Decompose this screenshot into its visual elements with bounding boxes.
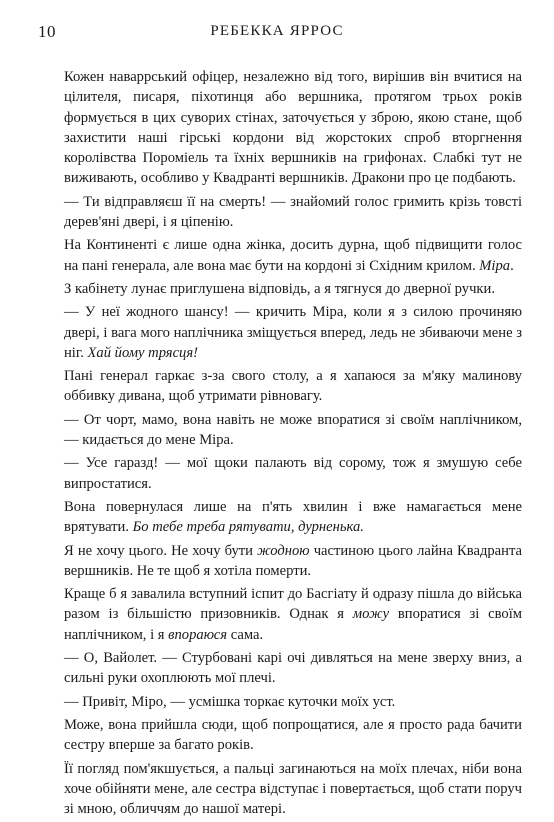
paragraph	[64, 541, 522, 582]
text-run: Її погляд пом'якшується, а пальці загинаються на моїх плечах, ніби вона хоче обійняти мене, але сестра відступає і повертається, щоб стати поруч зі мною, обличчям до нашої матері.	[64, 760, 522, 818]
paragraph	[64, 584, 522, 645]
italic-text: можу	[352, 606, 390, 623]
text-run: З кабінету лунає приглушена відповідь, а я тягнуся до дверної ручки.	[64, 280, 495, 297]
text-run: Я не хочу цього. Не хочу бути	[64, 542, 258, 559]
paragraph	[64, 410, 522, 451]
text-run: Кожен наваррський офіцер, незалежно від того, вирішив він вчитися на цілителя, писаря, піхотинця або вершника, протягом трьох років формується в цих суворих стінах, заточується у зброю, якою стане, щоб захистити наші гірські кордони від жорстоких спроб вторгнення королівства Пороміель та їхніх вершників на грифонах. Слабкі тут не виживають, особливо у Квадранті вершників. Дракони про це подбають.	[64, 69, 522, 187]
text-run: сама.	[227, 626, 264, 643]
italic-text: Хай йому трясця!	[87, 344, 198, 361]
text-run: .	[510, 257, 514, 274]
text-run: Краще б я завалила вступний іспит до Басгіату й одразу пішла до війська разом із більшістю призовників. Однак я	[64, 586, 522, 623]
paragraph	[64, 67, 522, 189]
page-header	[38, 22, 516, 44]
paragraph	[64, 497, 522, 538]
paragraph	[64, 759, 522, 820]
text-run: — О, Вайолет. — Стурбовані карі очі дивляться на мене зверху вниз, а сильні руки охоплюють мої плечі.	[64, 650, 522, 687]
paragraph	[64, 279, 522, 299]
paragraph	[64, 366, 522, 407]
paragraph	[64, 648, 522, 689]
paragraph	[64, 302, 522, 363]
text-run: Вона повернулася лише на п'ять хвилин і вже намагається мене врятувати.	[64, 498, 522, 536]
text-run: — Привіт, Міро, — усмішка торкає куточки моїх уст.	[64, 693, 396, 710]
text-run: — Ти відправляєш її на смерть! — знайомий голос гримить крізь товсті дерев'яні двері, і я ціпенію.	[64, 193, 522, 231]
text-run: впоратися зі своїм наплічником, і я	[64, 606, 522, 643]
text-run: — Усе гаразд! — мої щоки палають від сорому, тож я змушую себе випростатися.	[64, 455, 522, 492]
italic-text: Міра	[479, 257, 511, 274]
text-run: частиною цього лайна Квадранта вершників. Не те щоб я хотіла померти.	[64, 542, 522, 579]
paragraph	[64, 715, 522, 756]
text-run: — От чорт, мамо, вона навіть не може впоратися зі своїм наплічником, — кидається до мене Міра.	[64, 411, 522, 449]
page-number: 10	[38, 22, 56, 41]
paragraph	[64, 192, 522, 233]
text-run: На Континенті є лише одна жінка, досить дурна, щоб підвищити голос на пані генерала, але вона має бути на кордоні зі Східним крилом.	[64, 237, 522, 274]
running-head-author: РЕБЕККА ЯРРОС	[210, 23, 344, 39]
italic-text: жодною	[257, 542, 310, 559]
text-run: Може, вона прийшла сюди, щоб попрощатися, але я просто рада бачити сестру вперше за багато років.	[64, 716, 522, 754]
text-run: — У неї жодного шансу! — кричить Міра, коли я з силою прочиняю двері, і вага мого наплічника зміщується вперед, ледь не збиваючи мене з ніг.	[64, 304, 522, 361]
paragraph	[64, 692, 522, 712]
paragraph	[64, 235, 522, 276]
paragraph	[64, 453, 522, 494]
body-text	[64, 67, 522, 822]
text-run: Пані генерал гаркає з-за свого столу, а я хапаюся за м'яку малинову оббивку дивана, щоб утримати рівновагу.	[64, 368, 522, 405]
italic-text: впораюся	[168, 626, 228, 643]
italic-text: Бо тебе треба рятувати, дурненька.	[132, 519, 364, 536]
